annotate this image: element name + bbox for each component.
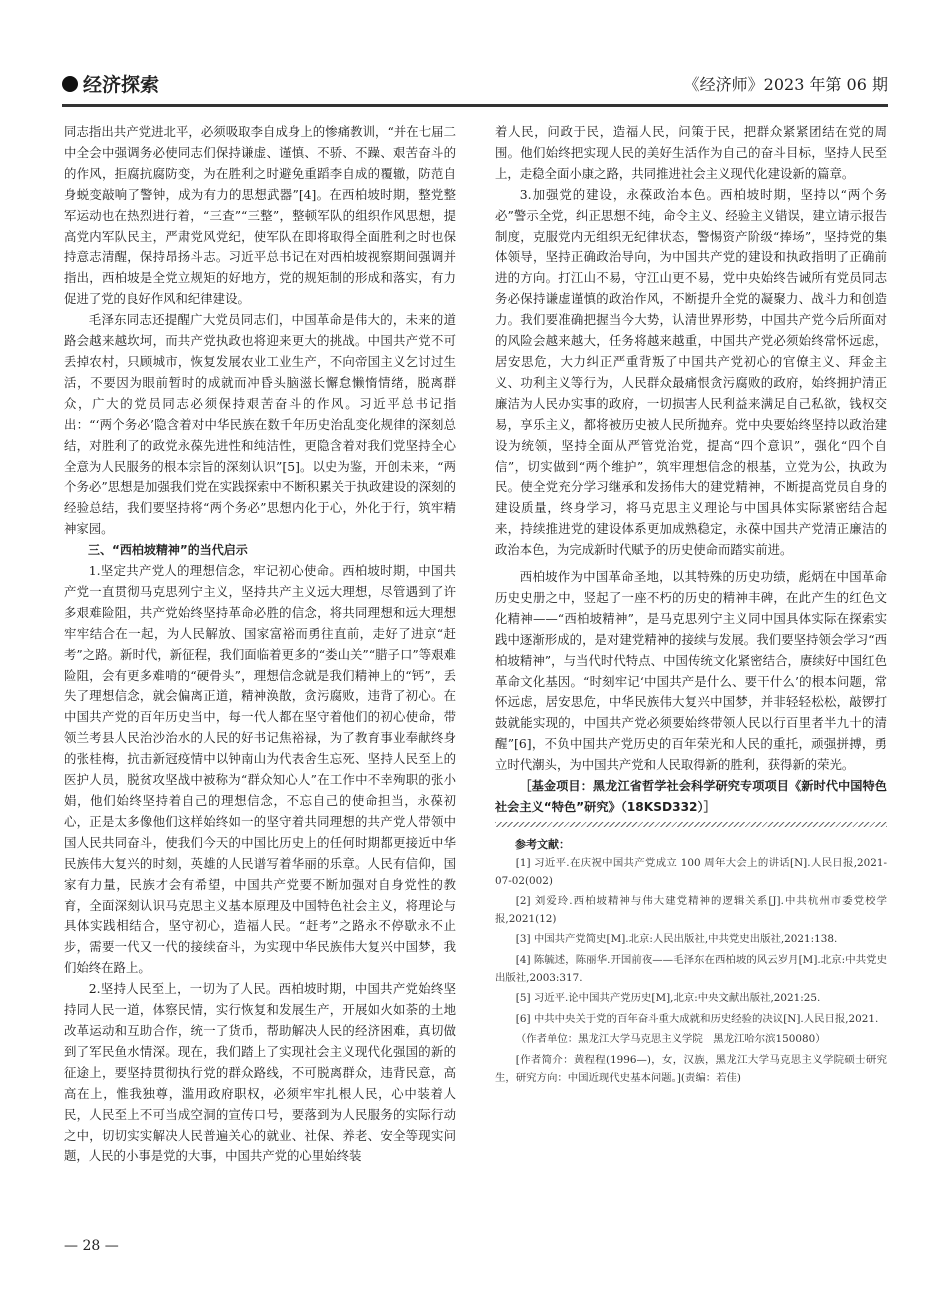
page-header bbox=[62, 64, 888, 104]
reference-item: [6] 中共中央关于党的百年奋斗重大成就和历史经验的决议[N].人民日报,2021. bbox=[515, 1012, 879, 1025]
paragraph: 毛泽东同志还提醒广大党员同志们，中国革命是伟大的，未来的道路会越来越坎坷，而共产党执政也将迎来更大的挑战。中国共产党不可丢掉农村，只顾城市，恢复发展农业工业生产，不向帝国主义乞讨过生活，不要因为眼前暂时的成就而冲昏头脑滋长懈怠懒惰情绪，脱离群众，广大的党员同志必须保持艰苦奋斗的作风。习近平总书记指出：“‘两个务必’隐含着对中华民族在数千年历史治乱变化规律的深刻总结，对胜利了的政党永葆先进性和纯洁性，更隐含着对我们党坚持全心全意为人民服务的根本宗旨的深刻认识”[5]。以史为鉴，开创未来，“两个务必”思想是加强我们党在实践探索中不断积累关于执政建设的深刻的经验总结，我们要坚持将“两个务必”思想内化于心，外化于行，筑牢精神家园。 bbox=[64, 312, 456, 537]
author-affiliation: （作者单位：黑龙江大学马克思主义学院 黑龙江哈尔滨150080） bbox=[515, 1033, 826, 1046]
paragraph: 着人民，问政于民，造福人民，问策于民，把群众紧紧团结在党的周围。他们始终把实现人民的美好生活作为自己的奋斗目标，坚持人民至上，走稳全面小康之路，共同推进社会主义现代化建设新的篇章。 bbox=[495, 124, 887, 181]
section-label bbox=[62, 70, 159, 97]
paragraph: 2.坚持人民至上，一切为了人民。西柏坡时期，中国共产党始终坚持同人民一道，体察民情，实行恢复和发展生产，开展如火如荼的土地改革运动和互助合作，统一了货币，帮助解决人民的经济困难，真切做到了军民鱼水情深。现在，我们踏上了实现社会主义现代化强国的新的征途上，要坚持贯彻执行党的群众路线，不可脱离群众，违背民意，高高在上，惟我独尊，滥用政府职权，必须牢牢扎根人民，心中装着人民，人民至上不可当成空洞的宣传口号，要落到为人民服务的实际行动之中，切切实实解决人民普遍关心的就业、社保、养老、安全等现实问题，人民的小事是党的大事，中国共产党的心里始终装 bbox=[64, 981, 456, 1164]
right-column bbox=[495, 122, 887, 1090]
reference-item: [2] 刘爱玲.西柏坡精神与伟大建党精神的逻辑关系[J].中共杭州市委党校学报,2021(12) bbox=[495, 895, 887, 925]
reference-item: [5] 习近平.论中国共产党历史[M],北京:中央文献出版社,2021:25. bbox=[515, 992, 821, 1005]
journal-title: 《经济师》2023 年第 06 期 bbox=[683, 75, 888, 94]
paragraph: 西柏坡作为中国革命圣地，以其特殊的历史功绩，彪炳在中国革命历史史册之中，竖起了一座不朽的历史的精神丰碑，在此产生的红色文化精神——“西柏坡精神”，是马克思列宁主义同中国具体实际在探索实践中逐渐形成的，是对建党精神的接续与发展。我们要坚持领会学习“西柏坡精神”，与当代时代特点、中国传统文化紧密结合，赓续好中国红色革命文化基因。“时刻牢记‘中国共产是什么、要干什么’的根本问题，常怀远虑，居安思危，中华民族伟大复兴中国梦，并非轻轻松松，敲锣打鼓就能实现的，中国共产党必须要始终带领人民以行百里者半九十的清醒”[6]，不负中国共产党历史的百年荣光和人民的重托，顽强拼搏，勇立时代潮头，为中国共产党和人民取得新的胜利，获得新的荣光。 bbox=[495, 569, 887, 773]
reference-item: [3] 中国共产党简史[M].北京:人民出版社,中共党史出版社,2021:138. bbox=[515, 933, 838, 946]
fund-note: ［基金项目：黑龙江省哲学社会科学研究专项项目《新时代中国特色社会主义“特色”研究》（18KSD332）］ bbox=[495, 779, 887, 814]
wavy-divider bbox=[495, 822, 887, 827]
references-title: 参考文献： bbox=[515, 838, 570, 852]
section-heading: 三、“西柏坡精神”的当代启示 bbox=[88, 543, 248, 558]
paragraph: 同志指出共产党进北平，必须吸取李自成身上的惨痛教训，“并在七届二中全会中强调务必使同志们保持谦虚、谨慎、不骄、不躁、艰苦奋斗的的作风，拒腐抗腐防变，为在胜利之时避免重蹈李自成的覆辙，防范自身蜕变敲响了警钟，成为有力的思想武器”[4]。在西柏坡时期，整党整军运动也在热烈进行着，“三查”“三整”，整顿军队的组织作风思想，提高党内军队民主，严肃党风党纪，使军队在即将取得全面胜利之时也保持意志清醒，保持昂扬斗志。习近平总书记在对西柏坡视察期间强调并指出，西柏坡是全党立规矩的好地方，党的规矩制的形成和落实，有力促进了党的良好作风和纪律建设。 bbox=[64, 124, 456, 307]
section-title: 经济探索 bbox=[83, 74, 160, 96]
reference-item: [4] 陈毓述，陈丽华.开国前夜——毛泽东在西柏坡的风云岁月[M].北京:中共党史出版社,2003:317. bbox=[495, 954, 887, 984]
header-rule bbox=[62, 104, 888, 107]
paragraph: 1.坚定共产党人的理想信念，牢记初心使命。西柏坡时期，中国共产党一直贯彻马克思列宁主义，坚持共产主义远大理想，尽管遇到了许多艰难险阻，共产党始终坚持革命必胜的信念，将共同理想和远大理想牢牢结合在一起，为人民解放、国家富裕而勇往直前，走好了进京“赶考”之路。新时代，新征程，我们面临着更多的“娄山关”“腊子口”等艰难险阻，会有更多难啃的“硬骨头”，理想信念就是我们精神上的“钙”，丢失了理想信念，就会偏离正道，精神涣散，贪污腐败，违背了初心。在中国共产党的百年历史当中，每一代人都在坚守着他们的初心使命，带领兰考县人民治沙治水的人民的好书记焦裕禄，为了教育事业奉献终身的张桂梅，抗击新冠疫情中以钟南山为代表舍生忘死、坚持人民至上的医护人员，脱贫攻坚战中被称为“群众知心人”在工作中不幸殉职的张小娟，他们始终坚持着自己的理想信念，不忘自己的使命担当，永葆初心，正是太多像他们这样始终如一的坚守着共同理想的共产党人带领中国人民共同奋斗，使我们今天的中国比历史上的任何时期都更接近中华民族伟大复兴的时刻，英雄的人民谱写着华丽的乐章。人民有信仰，国家有力量，民族才会有希望，中国共产党要不断加强对自身党性的教育，全面深刻认识马克思主义基本原理及中国特色社会主义，将理论与具体实践相结合，坚守初心，造福人民。“赶考”之路永不停歇永不止步，需要一代又一代的接续奋斗，为实现中华民族伟大复兴中国梦，我们始终在路上。 bbox=[64, 563, 456, 976]
reference-item: [1] 习近平.在庆祝中国共产党成立 100 周年大会上的讲话[N].人民日报,2021-07-02(002) bbox=[495, 857, 887, 887]
left-column bbox=[64, 122, 456, 1167]
author-bio: [作者简介：黄程程(1996—)，女，汉族，黑龙江大学马克思主义学院硕士研究生，研究方向：中国近现代史基本问题。](责编：若佳) bbox=[495, 1054, 887, 1084]
paragraph: 3.加强党的建设，永葆政治本色。西柏坡时期，坚持以“两个务必”警示全党，纠正思想不纯，命令主义、经验主义错误，建立请示报告制度，克服党内无组织无纪律状态，警惕资产阶级“捧场”，坚持党的集体领导，坚持正确政治导向，为中国共产党的建设和执政指明了正确前进的方向。打江山不易，守江山更不易，党中央始终告诫所有党员同志务必保持谦虚谨慎的政治作风，不断提升全党的凝聚力、战斗力和创造力。我们要准确把握当今大势，认清世界形势，中国共产党今后所面对的风险会越来越大，任务将越来越重，中国共产党必须始终常怀远虑，居安思危，大力纠正严重背叛了中国共产党初心的官僚主义、拜金主义、功利主义等行为，人民群众最痛恨贪污腐败的政府，始终拥护清正廉洁为人民办实事的政府，一切损害人民利益来满足自己私欲，钱权交易，享乐主义，都将被历史被人民所抛弃。党中央要始终坚持以政治建设为统领，坚持全面从严管党治党，提高“四个意识”，强化“四个自信”，切实做到“两个维护”，筑牢理想信念的根基，立党为公，执政为民。使全党充分学习继承和发扬伟大的建党精神，不断提高党员自身的建设质量，终身学习，将马克思主义理论与中国具体实际紧密结合起来，持续推进党的建设体系更加成熟稳定，永葆中国共产党清正廉洁的政治本色，为完成新时代赋予的历史使命而踏实前进。 bbox=[495, 186, 887, 558]
page-number: — 28 — bbox=[64, 1238, 119, 1254]
bullet-icon bbox=[62, 76, 78, 92]
